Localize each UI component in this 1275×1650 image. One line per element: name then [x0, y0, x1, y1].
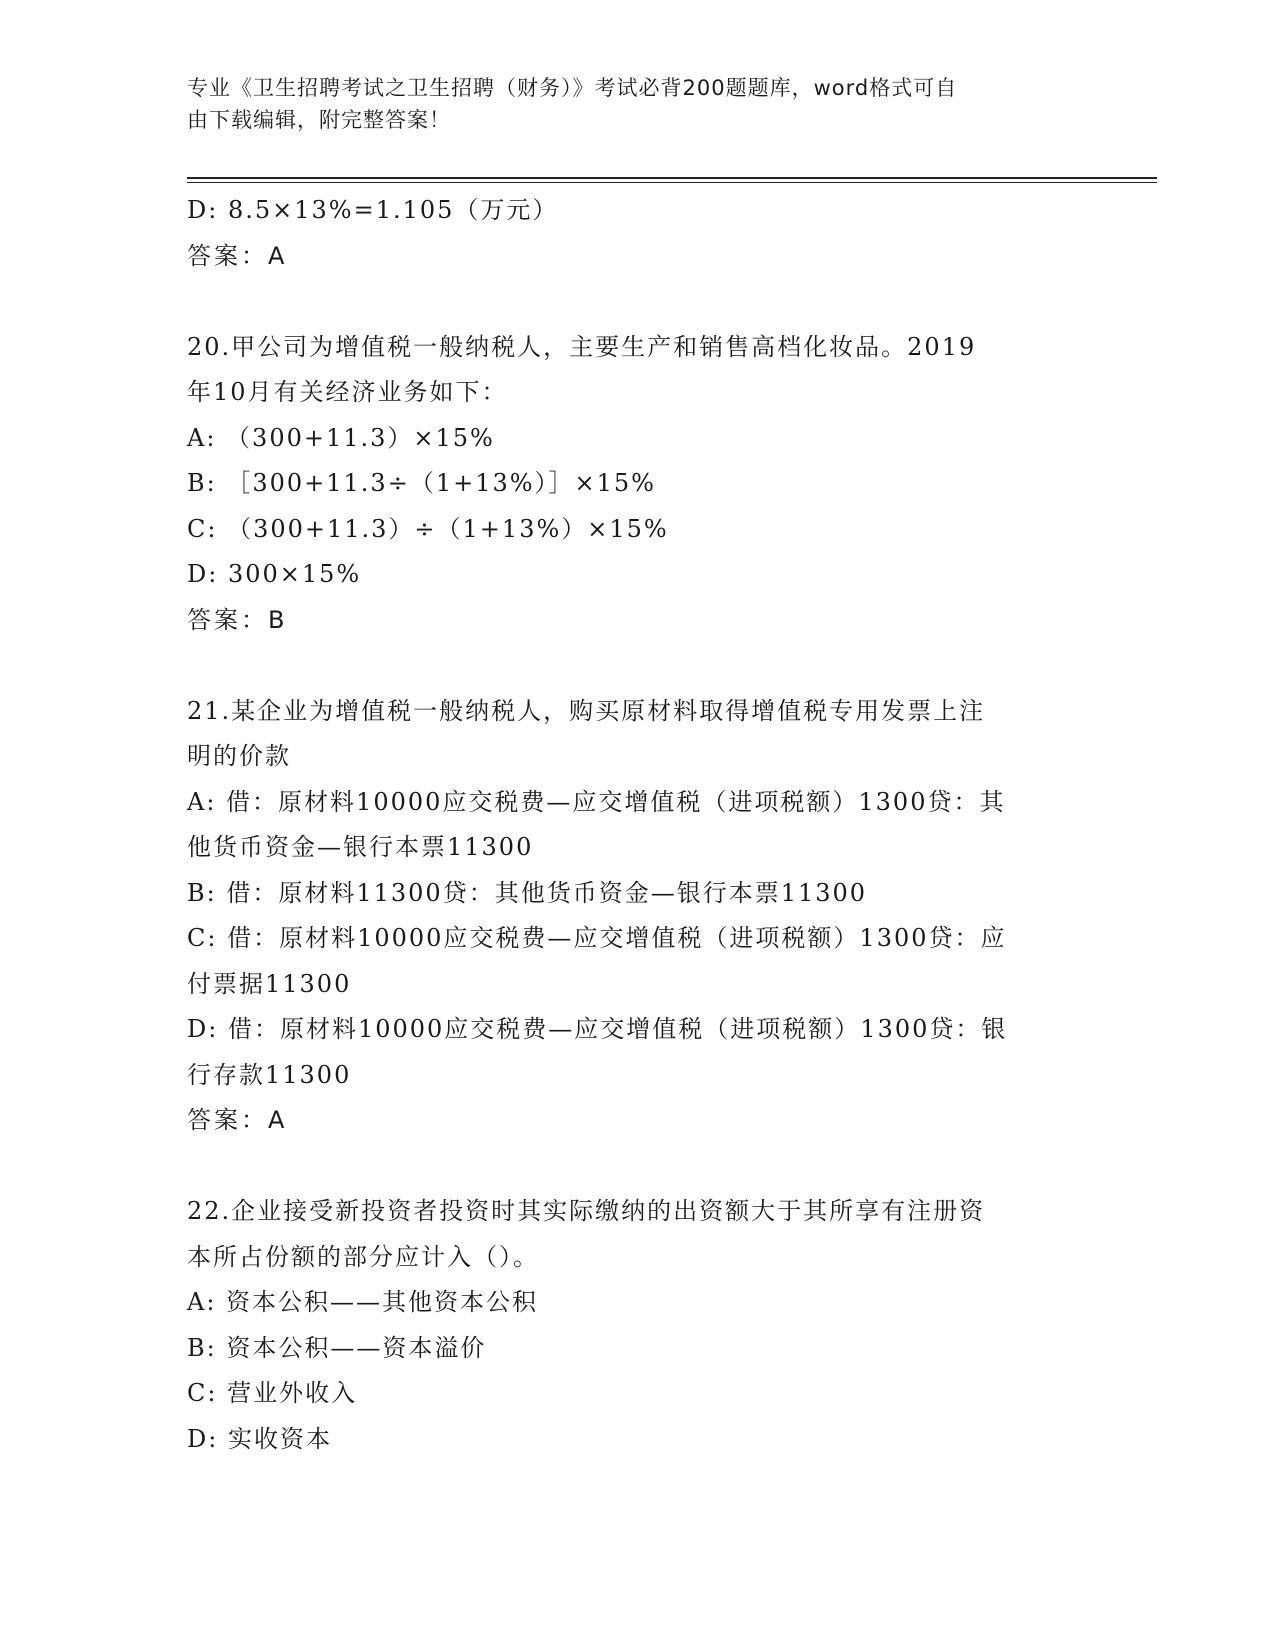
option-d: D: 300×15% [187, 560, 362, 588]
option-d: D: 8.5×13%=1.105（万元） [187, 196, 559, 224]
question-stem-cont: 年10月有关经济业务如下： [187, 378, 508, 406]
question-stem-cont: 本所占份额的部分应计入（）。 [187, 1242, 539, 1271]
header-line-1: 专业《卫生招聘考试之卫生招聘（财务）》考试必背200题题库，word格式可自 [187, 76, 958, 100]
option-b: B: 借：原材料11300贷：其他货币资金—银行本票11300 [187, 878, 868, 907]
option-a: A: （300+11.3）×15% [187, 423, 495, 452]
header-divider-thin [187, 182, 1157, 183]
option-d-cont: 行存款11300 [187, 1060, 352, 1089]
question-stem: 20.甲公司为增值税一般纳税人，主要生产和销售高档化妆品。2019 [187, 332, 977, 361]
option-a: A: 借：原材料10000应交税费—应交增值税（进项税额）1300贷：其 [187, 787, 1006, 816]
header-divider-thick [187, 177, 1157, 179]
spacer [187, 279, 1087, 325]
question-21 [187, 689, 1087, 1144]
option-a-cont: 他货币资金—银行本票11300 [187, 833, 534, 861]
option-d: D: 借：原材料10000应交税费—应交增值税（进项税额）1300贷：银 [187, 1015, 1008, 1043]
question-20 [187, 325, 1087, 644]
option-d: D: 实收资本 [187, 1424, 332, 1453]
question-stem: 21.某企业为增值税一般纳税人，购买原材料取得增值税专用发票上注 [187, 696, 986, 725]
spacer [187, 1144, 1087, 1190]
option-c-cont: 付票据11300 [187, 969, 352, 998]
document-header [187, 72, 1067, 136]
question-stem-cont: 明的价款 [187, 742, 291, 770]
answer: 答案：A [187, 1106, 288, 1134]
answer: 答案：B [187, 605, 288, 634]
header-line-2: 由下载编辑，附完整答案！ [187, 108, 451, 132]
document-body [187, 188, 1087, 1462]
option-c: C: 借：原材料10000应交税费—应交增值税（进项税额）1300贷：应 [187, 924, 1007, 952]
question-19-tail [187, 188, 1087, 279]
question-stem: 22.企业接受新投资者投资时其实际缴纳的出资额大于其所享有注册资 [187, 1197, 986, 1225]
question-22 [187, 1189, 1087, 1462]
option-a: A: 资本公积——其他资本公积 [187, 1288, 539, 1316]
option-b: B: 资本公积——资本溢价 [187, 1333, 487, 1362]
answer: 答案：A [187, 241, 288, 270]
option-c: C: （300+11.3）÷（1+13%）×15% [187, 514, 669, 543]
option-c: C: 营业外收入 [187, 1379, 358, 1407]
option-b: B: ［300+11.3÷（1+13%）］×15% [187, 469, 656, 497]
spacer [187, 643, 1087, 689]
